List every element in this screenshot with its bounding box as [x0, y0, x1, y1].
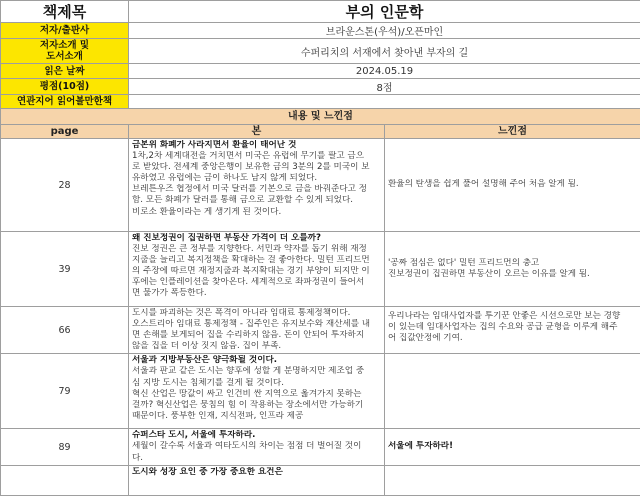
entry-feeling: [385, 354, 640, 429]
body-column-header: 본: [129, 125, 385, 139]
entry-body: [129, 429, 385, 465]
entry-text-line: 지출을 늘리고 복지정책을 확대하는 걸 좋아한다. 밀턴 프리드먼: [132, 255, 381, 266]
entry-text-line: 서울과 판교 같은 도시는 향후에 성할 게 분명하지만 제조업 중: [132, 366, 381, 377]
entry-text-line: 심 지방 도시는 침체기를 걸게 될 것이다.: [132, 378, 381, 389]
entry-text-line: 함. 모든 화폐가 달러를 통해 금으로 교환할 수 있게 되었다.: [132, 195, 381, 206]
entry-body: [129, 139, 385, 232]
entry-heading: 슈퍼스타 도시, 서울에 투자하라.: [132, 430, 381, 441]
entry-text-line: 로 받았다. 전세계 중앙은행이 보유한 금의 3분의 2를 미국이 보: [132, 162, 381, 173]
date-value: 2024.05.19: [129, 64, 640, 79]
section-title-row: [1, 109, 640, 125]
entry-text-line: 오스트리아 임대료 통제정책 - 집주인은 유지보수와 재산세를 내: [132, 319, 381, 330]
author-value: 브라운스톤(우석)/오픈마인: [129, 23, 640, 39]
date-label: 읽은 날짜: [1, 64, 129, 79]
entry-text-line: 브레튼우즈 협정에서 미국 달러를 기본으로 금을 바꿔준다고 정: [132, 184, 381, 195]
entry-text-line: 1차,2차 세계대전을 거치면서 미국은 유럽에 무기를 팔고 금으: [132, 151, 381, 162]
entry-text-line: 세월이 갈수록 서울과 여타도시의 차이는 점점 더 벌어질 것이: [132, 441, 381, 452]
entry-row: [1, 307, 640, 354]
related-books-value: [129, 95, 640, 109]
entry-feeling-line: 환율의 탄생을 쉽게 풀어 설명해 주어 처음 알게 됨.: [388, 179, 637, 190]
entry-row: [1, 465, 640, 495]
entry-feeling: [385, 429, 640, 465]
entry-feeling-line: 진보정권이 집권하면 부동산이 오르는 이유를 알게 됨.: [388, 269, 637, 280]
entry-page: 39: [1, 232, 129, 307]
entry-text-line: 면 물가가 폭등한다.: [132, 288, 381, 299]
entry-row: [1, 354, 640, 429]
entry-text-line: 다.: [132, 453, 381, 464]
entry-feeling: [385, 232, 640, 307]
book-title-value: 부의 인문학: [129, 1, 640, 23]
feeling-column-header: 느낀점: [385, 125, 640, 139]
rating-value: 8점: [129, 79, 640, 95]
entry-body: [129, 232, 385, 307]
entry-text-line: 비로소 환율이라는 게 생기게 된 것이다.: [132, 207, 381, 218]
entry-text-line: 의 주장에 따르면 재정지출과 복지확대는 경기 부양이 되지만 이: [132, 266, 381, 277]
entries-body: [1, 139, 640, 496]
page-column-header: page: [1, 125, 129, 139]
entry-heading: 서울과 지방부동산은 양극화될 것이다.: [132, 355, 381, 366]
entry-text-line: 도시를 파괴하는 것은 폭격이 아니라 임대료 통제정책이다.: [132, 308, 381, 319]
author-label: 저자/출판사: [1, 23, 129, 39]
entry-text-line: 진보 정권은 큰 정부를 지향한다. 서민과 약자를 돕기 위해 재정: [132, 244, 381, 255]
date-row: [1, 64, 640, 79]
entry-text-line: 면 손해를 보게되어 집을 수리하지 않음. 돈이 안되어 투자하지: [132, 330, 381, 341]
book-title-row: [1, 1, 640, 23]
entry-page: [1, 465, 129, 495]
entry-page: 66: [1, 307, 129, 354]
column-header-row: [1, 125, 640, 139]
entry-text-line: 후에는 인플레이션을 찾아온다. 세계적으로 좌파정권이 들어서: [132, 277, 381, 288]
entry-feeling-line: 어 집값안정에 기여.: [388, 333, 637, 344]
entry-page: 79: [1, 354, 129, 429]
entry-page: 89: [1, 429, 129, 465]
entry-feeling-line: 이 있는데 임대사업자는 집의 수요와 공급 균형을 이루게 해주: [388, 322, 637, 333]
entry-row: [1, 429, 640, 465]
intro-value: 수퍼리치의 서재에서 찾아낸 부자의 길: [129, 39, 640, 64]
entry-text-line: 걸까? 혁신산업은 뭉침의 힘 이 작용하는 장소에서만 가능하기: [132, 400, 381, 411]
entry-feeling-line: 서울에 투자하라!: [388, 441, 637, 452]
entry-heading: 금본위 화폐가 사라지면서 환율이 태어난 것: [132, 140, 381, 151]
intro-row: [1, 39, 640, 64]
entry-text-line: 혁신 산업은 땅값이 싸고 인건비 싼 지역으로 옮겨가지 못하는: [132, 389, 381, 400]
entry-heading: 왜 진보정권이 집권하면 부동산 가격이 더 오를까?: [132, 233, 381, 244]
entry-feeling: [385, 139, 640, 232]
entry-row: [1, 139, 640, 232]
author-row: [1, 23, 640, 39]
entry-row: [1, 232, 640, 307]
entry-text-line: 때문이다. 풍부한 인재, 지식전파, 인프라 제공: [132, 411, 381, 422]
entry-feeling-line: 우리나라는 임대사업자를 투기꾼 안좋은 시선으로만 보는 경향: [388, 311, 637, 322]
entry-feeling: [385, 307, 640, 354]
entry-body: [129, 465, 385, 495]
rating-row: [1, 79, 640, 95]
entry-heading: 도시와 성장 요인 중 가장 중요한 요건은: [132, 467, 381, 478]
related-books-row: [1, 95, 640, 109]
section-title: 내용 및 느낀점: [1, 109, 640, 125]
entry-text-line: 않을 집을 더 이상 짓지 않음. 집이 부족.: [132, 341, 381, 352]
intro-label: 저자소개 및 도서소개: [1, 39, 129, 64]
rating-label: 평점(10점): [1, 79, 129, 95]
entry-body: [129, 354, 385, 429]
entry-feeling-line: '공짜 점심은 없다' 밀턴 프리드먼의 충고: [388, 258, 637, 269]
entry-body: [129, 307, 385, 354]
entry-text-line: 유하였고 유럽에는 금이 하나도 남지 않게 되었다.: [132, 173, 381, 184]
book-title-label: 책제목: [1, 1, 129, 23]
related-books-label: 연관지어 읽어볼만한책: [1, 95, 129, 109]
entry-feeling: [385, 465, 640, 495]
entry-page: 28: [1, 139, 129, 232]
